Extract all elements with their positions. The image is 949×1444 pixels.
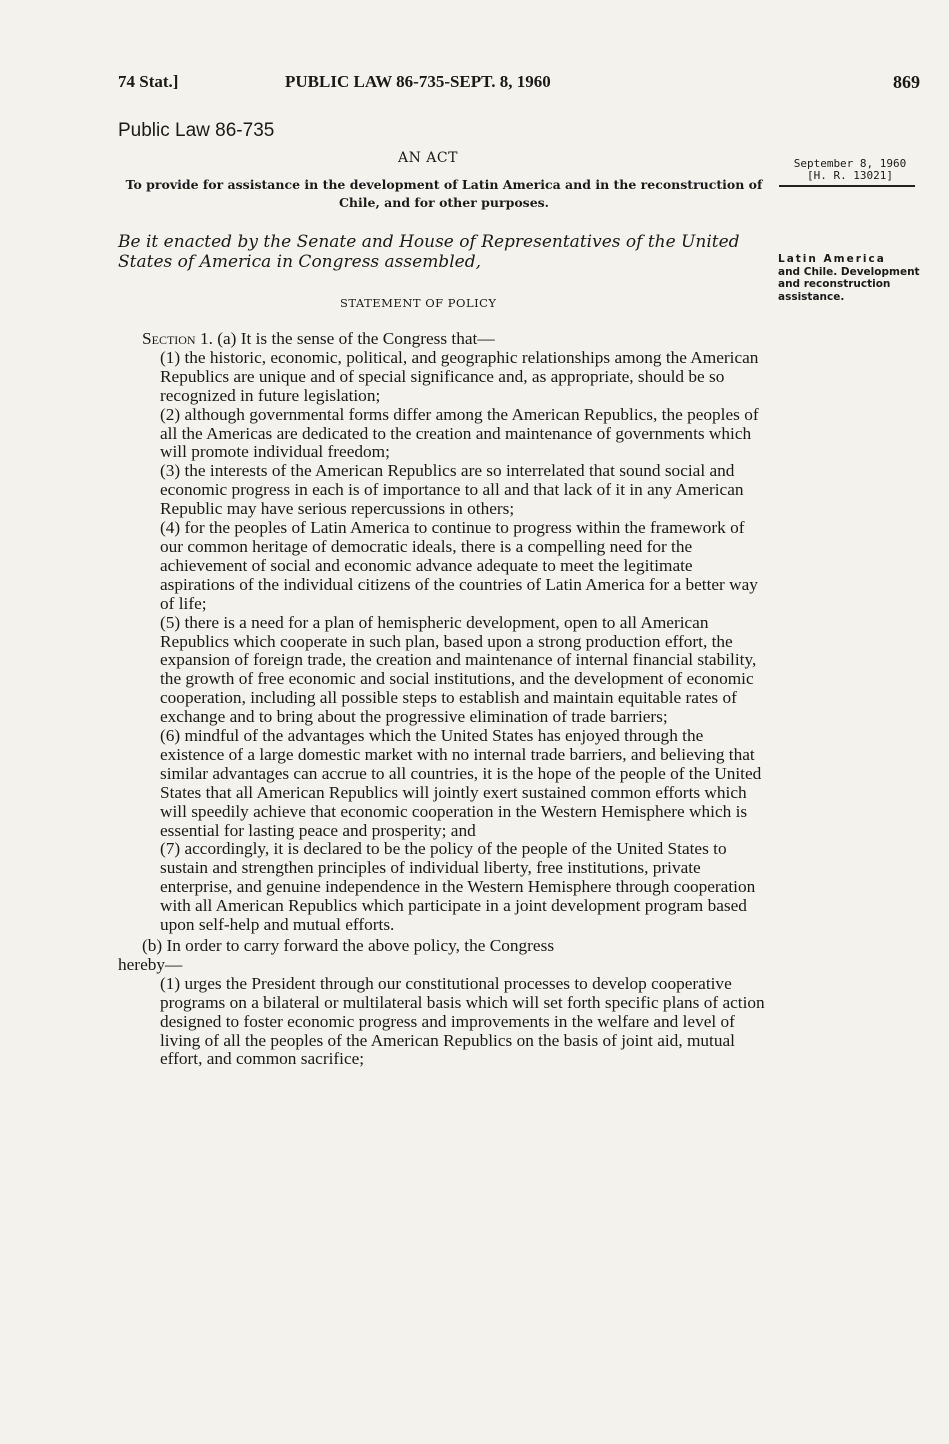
- law-title: Public Law 86-735: [118, 120, 275, 141]
- section-1-intro: [118, 330, 770, 349]
- policy-item-7: (7) accordingly, it is declared to be the policy of the people of the United States to sustain and strengthen principles of individual liberty, free institutions, private enterprise, and genuine independence in the Western Hemisphere through cooperation with all American Republics which participate in a joint development program based upon self-help and mutual efforts.: [160, 839, 756, 935]
- section-1-intro-text: 1. (a) It is the sense of the Congress that—: [199, 329, 495, 348]
- section-label: Section: [142, 329, 196, 348]
- policy-item-6: (6) mindful of the advantages which the United States has enjoyed through the existence of a large domestic market with no internal trade barriers, and believing that similar advantages can accrue to all countries, it is the hope of the people of the United States that all American Republics will jointly exert sustained common efforts which will speedily achieve that economic cooperation in the Western Hemisphere which is essential for lasting peace and prosperity; and: [160, 726, 762, 840]
- margin-note-line1: Latin America: [778, 253, 886, 265]
- action-item-1: (1) urges the President through our constitutional processes to develop cooperative programs on a bilateral or multilateral basis which will set forth specific plans of action designed to foster economic progress and improvements in the welfare and level of living of all the peoples of the American Republics on the basis of joint aid, mutual effort, and common sacrifice;: [160, 973, 765, 1069]
- subsection-b-line1: (b) In order to carry forward the above policy, the Congress: [142, 936, 555, 955]
- statute-volume: 74 Stat.]: [118, 72, 179, 91]
- purpose-clause: To provide for assistance in the development of Latin America and in the reconstruction of Chile, and for other purposes.: [125, 177, 763, 210]
- margin-date: [780, 158, 920, 182]
- policy-item-1: (1) the historic, economic, political, and geographic relationships among the American Republics are unique and of special significance and, as appropriate, should be so recognized in future legislation;: [160, 347, 759, 405]
- policy-item-4: (4) for the peoples of Latin America to continue to progress within the framework of our common heritage of democratic ideals, there is a compelling need for the achievement of social and economic advance adequate to meet the legitimate aspirations of the individual citizens of the countries of Latin America for a better way of life;: [160, 518, 758, 613]
- approval-date: September 8, 1960: [793, 157, 907, 170]
- enacting-clause: Be it enacted by the Senate and House of Representatives of the United States of America in Congress assembled,: [118, 232, 740, 272]
- header-title: PUBLIC LAW 86-735-SEPT. 8, 1960: [285, 72, 551, 91]
- section-1-body: [118, 330, 770, 1069]
- margin-note: [778, 253, 920, 303]
- policy-item-3: (3) the interests of the American Republics are so interrelated that sound social and economic progress in each is of importance to all and that lack of it in any American Republic may have serious repercussions in others;: [160, 461, 744, 519]
- page-number: 869: [893, 72, 920, 92]
- running-header: [118, 72, 920, 94]
- policy-item-5: (5) there is a need for a plan of hemispheric development, open to all American Republics which cooperate in such plan, based upon a strong production effort, the expansion of foreign trade, the creation and maintenance of internal financial stability, the growth of free economic and social institutions, and the development of economic cooperation, including all possible steps to establish and maintain equitable rates of exchange and to bring about the progressive elimination of trade barriers;: [160, 612, 757, 727]
- section-heading: STATEMENT OF POLICY: [340, 296, 497, 310]
- margin-divider: [779, 185, 915, 187]
- bill-number: [H. R. 13021]: [806, 169, 894, 182]
- policy-item-2: (2) although governmental forms differ among the American Republics, the peoples of all the Americas are dedicated to the creation and maintenance of governments which will promote individual freedom;: [160, 404, 759, 462]
- subsection-b: [118, 937, 770, 975]
- an-act-heading: AN ACT: [398, 150, 458, 166]
- margin-note-rest: and Chile. Development and reconstruction assistance.: [778, 265, 920, 303]
- subsection-b-line2: hereby—: [118, 954, 183, 974]
